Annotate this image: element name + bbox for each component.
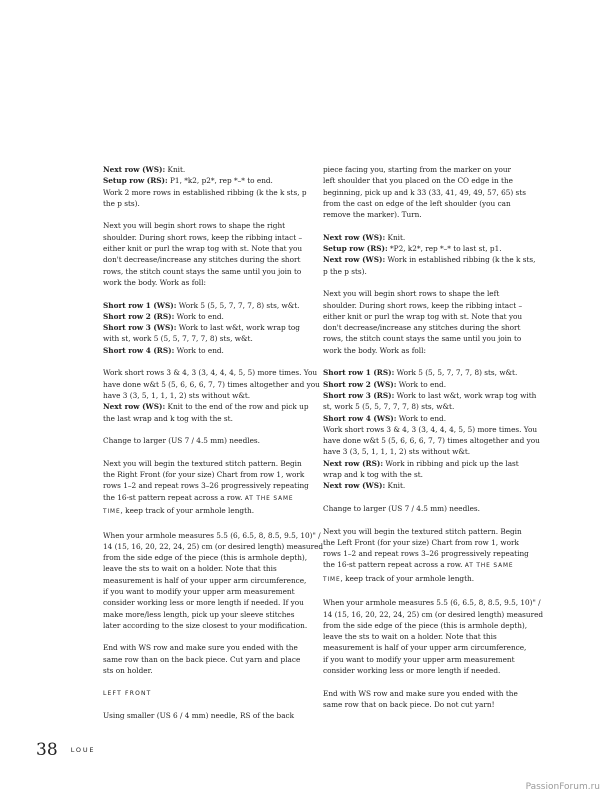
text-line: [103, 300, 311, 311]
paragraph: [103, 530, 324, 632]
text-line: [103, 367, 318, 378]
text-segment: End with WS row and make sure you ended with the: [103, 643, 298, 653]
text-line: [323, 322, 531, 333]
text-segment: rows, the stitch count stays the same until you join to: [323, 334, 522, 344]
row-label: Short row 1 (WS):: [103, 300, 177, 310]
row-label: Next row (WS):: [323, 232, 386, 242]
text-line: [323, 401, 531, 412]
text-segment: leave the sts to wait on a holder. Note that this: [323, 632, 497, 642]
text-line: [103, 232, 311, 243]
paragraph: [323, 597, 544, 676]
left-column: [103, 164, 324, 733]
text-line: [103, 563, 311, 574]
text-line: [323, 424, 538, 435]
running-head: LOUE: [70, 746, 96, 754]
text-segment: Work 5 (5, 5, 7, 7, 7, 8) sts, w&t.: [176, 300, 300, 310]
row-label: Short row 3 (RS):: [323, 390, 395, 400]
row-label: Short row 4 (WS):: [323, 413, 397, 423]
text-segment: Knit.: [385, 481, 406, 491]
text-segment: Next you will begin short rows to shape the left: [323, 289, 500, 299]
text-line: [323, 232, 531, 243]
text-segment: shoulder. During short rows, keep the ribbing intact –: [103, 232, 303, 242]
text-line: [103, 187, 311, 198]
text-segment: left shoulder that you placed on the CO edge in the: [323, 176, 513, 186]
text-segment: Work 5 (5, 5, 7, 7, 7, 8) sts, w&t.: [394, 368, 518, 378]
text-segment: work the body. Work as foll:: [323, 345, 426, 355]
text-line: [323, 254, 536, 265]
row-label: Next row (WS):: [323, 255, 386, 265]
text-segment: don't decrease/increase any stitches during the short: [323, 323, 521, 333]
text-line: [323, 390, 537, 401]
text-line: [103, 480, 311, 491]
text-line: [103, 469, 311, 480]
small-caps-text: AT THE SAME: [244, 495, 294, 502]
small-caps-text: TIME: [323, 576, 341, 583]
paragraph: [103, 435, 311, 446]
text-line: [323, 526, 531, 537]
text-segment: When your armhole measures 5.5 (6, 6.5, 8, 8.5, 9.5, 10)" /: [323, 598, 541, 608]
text-line: [103, 530, 321, 541]
text-segment: End with WS row and make sure you ended with the: [323, 688, 518, 698]
text-line: [323, 300, 531, 311]
text-segment: shoulder. During short rows, keep the ribbing intact –: [323, 300, 523, 310]
text-segment: measurement is half of your upper arm circumference,: [323, 643, 527, 653]
text-segment: st, work 5 (5, 5, 7, 7, 7, 8) sts, w&t.: [323, 402, 455, 412]
row-label: Setup row (RS):: [323, 244, 388, 254]
text-segment: piece facing you, starting from the marker on your: [323, 165, 512, 174]
text-line: [103, 458, 311, 469]
paragraph: [323, 232, 536, 277]
text-line: [323, 164, 531, 175]
text-line: [103, 505, 311, 518]
text-segment: Using smaller (US 6 / 4 mm) needle, RS of the back: [103, 711, 295, 721]
paragraph: [323, 688, 531, 711]
text-segment: Work to last w&t, work wrap tog with: [394, 390, 537, 400]
text-line: [323, 548, 531, 559]
text-line: [323, 469, 531, 480]
text-line: [323, 480, 531, 491]
text-line: [103, 175, 311, 186]
paragraph: [103, 300, 311, 356]
paragraph: [323, 503, 531, 514]
page-number: 38: [36, 740, 58, 760]
text-line: [103, 164, 311, 175]
text-line: [103, 266, 311, 277]
text-line: [103, 609, 311, 620]
paragraph: [323, 164, 531, 220]
text-segment: Work to end.: [174, 345, 224, 355]
text-line: [103, 642, 311, 653]
text-segment: later according to the size closest to your modification.: [103, 620, 308, 630]
text-line: [323, 631, 531, 642]
row-label: Short row 2 (RS):: [103, 311, 175, 321]
text-segment: consider working less or more length if needed.: [323, 666, 501, 676]
text-line: [323, 446, 531, 457]
text-line: [323, 573, 531, 586]
text-line: [103, 541, 324, 552]
text-line: [103, 322, 311, 333]
text-line: [103, 586, 311, 597]
text-segment: either knit or purl the wrap tog with st. Note that you: [103, 244, 303, 254]
text-line: [323, 559, 531, 572]
text-line: [323, 609, 544, 620]
paragraph: [103, 164, 311, 209]
text-line: [103, 654, 311, 665]
text-line: [103, 413, 311, 424]
text-segment: Work in ribbing and pick up the last: [383, 458, 519, 468]
text-line: [103, 435, 311, 446]
text-line: [323, 367, 531, 378]
text-segment: have done w&t 5 (5, 6, 6, 6, 7, 7) times altogether and you: [323, 436, 540, 446]
text-line: [103, 198, 311, 209]
text-line: [103, 620, 311, 631]
text-segment: same row that on back piece. Do not cut yarn!: [323, 699, 495, 709]
text-segment: the 16-st pattern repeat across a row.: [323, 560, 465, 570]
text-segment: Work to end.: [396, 413, 447, 423]
text-segment: the Right Front (for your size) Chart from row 1, work: [103, 470, 305, 480]
text-segment: remove the marker). Turn.: [323, 210, 422, 220]
text-line: [103, 277, 311, 288]
text-line: [323, 642, 531, 653]
paragraph: [103, 642, 311, 676]
row-label: Next row (WS):: [323, 481, 386, 491]
row-label: Setup row (RS):: [103, 176, 168, 186]
text-segment: rows 1–2 and repeat rows 3–26 progressively repeating: [323, 549, 529, 559]
paragraph: [323, 288, 531, 356]
paragraph: [323, 367, 540, 491]
section-heading: LEFT FRONT: [103, 689, 152, 697]
text-segment: Work to end.: [396, 379, 447, 389]
paragraph: [103, 458, 311, 518]
text-line: [323, 620, 531, 631]
text-segment: P1, *k2, p2*, rep *–* to end.: [167, 176, 273, 186]
text-segment: same row than on the back piece. Cut yarn and place: [103, 654, 301, 664]
text-line: [103, 220, 311, 231]
text-line: [323, 503, 531, 514]
text-line: [323, 688, 531, 699]
text-segment: Work 2 more rows in established ribbing (k the k sts, p: [103, 187, 307, 197]
text-line: [103, 401, 311, 412]
text-segment: Work short rows 3 & 4, 3 (3, 4, 4, 4, 5, 5) more times. You: [103, 368, 318, 378]
small-caps-text: TIME: [103, 508, 121, 515]
text-segment: either knit or purl the wrap tog with st. Note that you: [323, 311, 523, 321]
row-label: Next row (RS):: [323, 458, 384, 468]
text-segment: Knit.: [385, 232, 406, 242]
text-line: [323, 175, 531, 186]
text-segment: the Left Front (for your size) Chart from row 1, work: [323, 537, 519, 547]
row-label: Next row (WS):: [103, 165, 166, 174]
text-line: [103, 665, 311, 676]
text-line: [103, 333, 311, 344]
watermark-text: PassionForum.ru: [525, 782, 600, 792]
text-line: [103, 492, 311, 505]
text-line: [103, 379, 320, 390]
text-segment: the 16-st pattern repeat across a row.: [103, 492, 245, 502]
text-segment: from the side edge of the piece (this is armhole depth),: [323, 620, 528, 630]
text-line: [323, 665, 531, 676]
text-line: [323, 198, 531, 209]
text-segment: if you want to modify your upper arm measurement: [103, 586, 295, 596]
text-segment: don't decrease/increase any stitches during the short: [103, 255, 301, 265]
text-segment: Next you will begin the textured stitch pattern. Begin: [103, 458, 302, 468]
text-line: [323, 699, 531, 710]
text-segment: Work to end.: [174, 311, 224, 321]
text-line: [103, 345, 311, 356]
text-line: [103, 552, 311, 563]
text-segment: work the body. Work as foll:: [103, 277, 206, 287]
text-line: [323, 413, 531, 424]
text-segment: wrap and k tog with the st.: [323, 470, 423, 480]
text-segment: have done w&t 5 (5, 6, 6, 6, 7, 7) times altogether and you: [103, 379, 320, 389]
paragraph: [103, 220, 311, 288]
text-segment: *P2, k2*, rep *–* to last st, p1.: [387, 244, 502, 254]
text-segment: measurement is half of your upper arm circumference,: [103, 575, 307, 585]
text-segment: with st, work 5 (5, 5, 7, 7, 7, 8) sts, w&t.: [103, 334, 253, 344]
text-line: [323, 187, 531, 198]
small-caps-text: AT THE SAME: [464, 563, 514, 570]
text-segment: Change to larger (US 7 / 4.5 mm) needles.: [323, 503, 480, 513]
text-segment: Knit to the end of the row and pick up: [165, 402, 309, 412]
text-segment: sts on holder.: [103, 666, 153, 676]
text-segment: rows 1–2 and repeat rows 3–26 progressively repeating: [103, 481, 309, 491]
text-segment: beginning, pick up and k 33 (33, 41, 49, 49, 57, 65) sts: [323, 187, 526, 197]
text-segment: Work to last w&t, work wrap tog: [176, 323, 300, 333]
text-line: [103, 243, 311, 254]
paragraph: [103, 710, 311, 721]
text-segment: When your armhole measures 5.5 (6, 6.5, 8, 8.5, 9.5, 10)" /: [103, 530, 321, 540]
text-segment: have 3 (3, 5, 1, 1, 1, 2) sts without w&t.: [323, 447, 471, 457]
text-segment: , keep track of your armhole length.: [120, 505, 255, 515]
text-line: [323, 379, 531, 390]
text-line: [323, 243, 531, 254]
text-segment: the p sts).: [103, 198, 140, 208]
text-line: [323, 288, 531, 299]
text-line: [323, 311, 531, 322]
text-line: [103, 597, 311, 608]
text-line: [323, 345, 531, 356]
row-label: Short row 1 (RS):: [323, 368, 395, 378]
text-segment: from the side edge of the piece (this is armhole depth),: [103, 553, 308, 563]
text-segment: p the p sts).: [323, 266, 367, 276]
text-segment: Next you will begin short rows to shape the right: [103, 221, 286, 231]
row-label: Short row 4 (RS):: [103, 345, 175, 355]
text-segment: if you want to modify your upper arm measurement: [323, 654, 515, 664]
text-segment: make more/less length, pick up your sleeve stitches: [103, 609, 295, 619]
row-label: Short row 2 (WS):: [323, 379, 397, 389]
text-line: [103, 311, 311, 322]
text-line: [323, 458, 531, 469]
text-line: [323, 537, 531, 548]
paragraph: [103, 367, 320, 423]
text-segment: Work short rows 3 & 4, 3 (3, 4, 4, 4, 5, 5) more times. You: [323, 424, 538, 434]
row-label: Short row 3 (WS):: [103, 323, 177, 333]
text-line: [103, 254, 311, 265]
text-segment: the last wrap and k tog with the st.: [103, 413, 233, 423]
text-line: [323, 333, 531, 344]
text-segment: Next you will begin the textured stitch pattern. Begin: [323, 526, 522, 536]
paragraph: [323, 526, 531, 586]
text-line: [323, 597, 541, 608]
text-segment: leave the sts to wait on a holder. Note that this: [103, 564, 277, 574]
text-segment: Knit.: [165, 165, 186, 174]
text-line: [323, 209, 531, 220]
row-label: Next row (WS):: [103, 402, 166, 412]
text-segment: , keep track of your armhole length.: [340, 573, 475, 583]
right-column: [323, 164, 544, 722]
text-line: [103, 390, 311, 401]
text-line: [323, 435, 540, 446]
text-segment: have 3 (3, 5, 1, 1, 1, 2) sts without w&t.: [103, 390, 251, 400]
text-segment: Work in established ribbing (k the k sts,: [385, 255, 536, 265]
text-segment: 14 (15, 16, 20, 22, 24, 25) cm (or desired length) measured: [103, 541, 324, 551]
text-line: [323, 266, 531, 277]
page-footer: [36, 740, 95, 760]
text-line: [103, 710, 311, 721]
text-segment: consider working less or more length if needed. If you: [103, 598, 304, 608]
text-line: [323, 654, 531, 665]
text-segment: Change to larger (US 7 / 4.5 mm) needles.: [103, 436, 260, 446]
text-segment: from the cast on edge of the left shoulder (you can: [323, 198, 511, 208]
text-segment: rows, the stitch count stays the same until you join to: [103, 266, 302, 276]
text-line: [103, 575, 311, 586]
text-segment: 14 (15, 16, 20, 22, 24, 25) cm (or desired length) measured: [323, 609, 544, 619]
